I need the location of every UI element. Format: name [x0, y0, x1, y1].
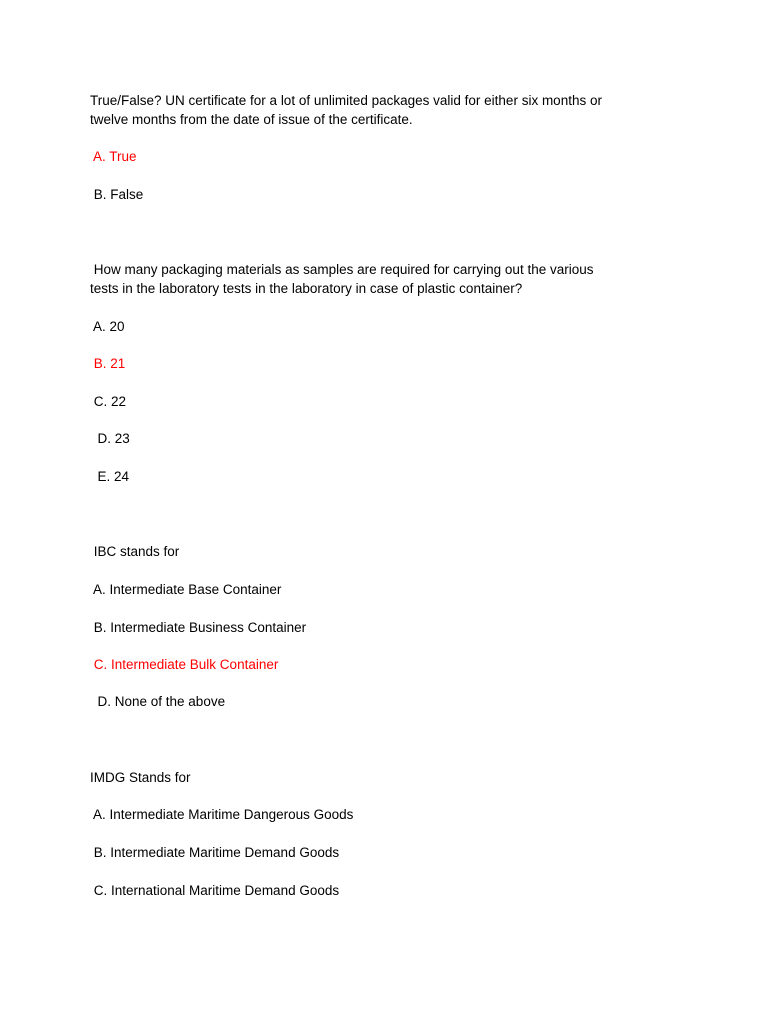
question-1-option-b: B. False — [90, 187, 144, 202]
question-3-option-c: C. Intermediate Bulk Container — [90, 657, 279, 672]
question-4-option-b: B. Intermediate Maritime Demand Goods — [90, 845, 340, 860]
question-2-option-d: D. 23 — [90, 431, 130, 446]
question-4-option-a: A. Intermediate Maritime Dangerous Goods — [90, 807, 354, 822]
question-2-option-a: A. 20 — [90, 319, 125, 334]
question-2-option-b: B. 21 — [90, 356, 126, 371]
question-3-option-d: D. None of the above — [90, 694, 226, 709]
question-4-text-line-1: IMDG Stands for — [90, 770, 191, 785]
question-4-option-c: C. International Maritime Demand Goods — [90, 883, 340, 898]
question-3-option-b: B. Intermediate Business Container — [90, 620, 307, 635]
question-1-text-line-2: twelve months from the date of issue of the certificate. — [90, 112, 413, 127]
question-2-text-line-2: tests in the laboratory tests in the laboratory in case of plastic container? — [90, 281, 523, 296]
question-3-text-line-1: IBC stands for — [90, 544, 180, 559]
question-1-option-a: A. True — [90, 149, 137, 164]
question-2-text-line-1: How many packaging materials as samples are required for carrying out the various — [90, 262, 594, 277]
question-2-option-c: C. 22 — [90, 394, 127, 409]
question-1-text-line-1: True/False? UN certificate for a lot of unlimited packages valid for either six months or — [90, 93, 602, 108]
question-3-option-a: A. Intermediate Base Container — [90, 582, 282, 597]
question-2-option-e: E. 24 — [90, 469, 130, 484]
